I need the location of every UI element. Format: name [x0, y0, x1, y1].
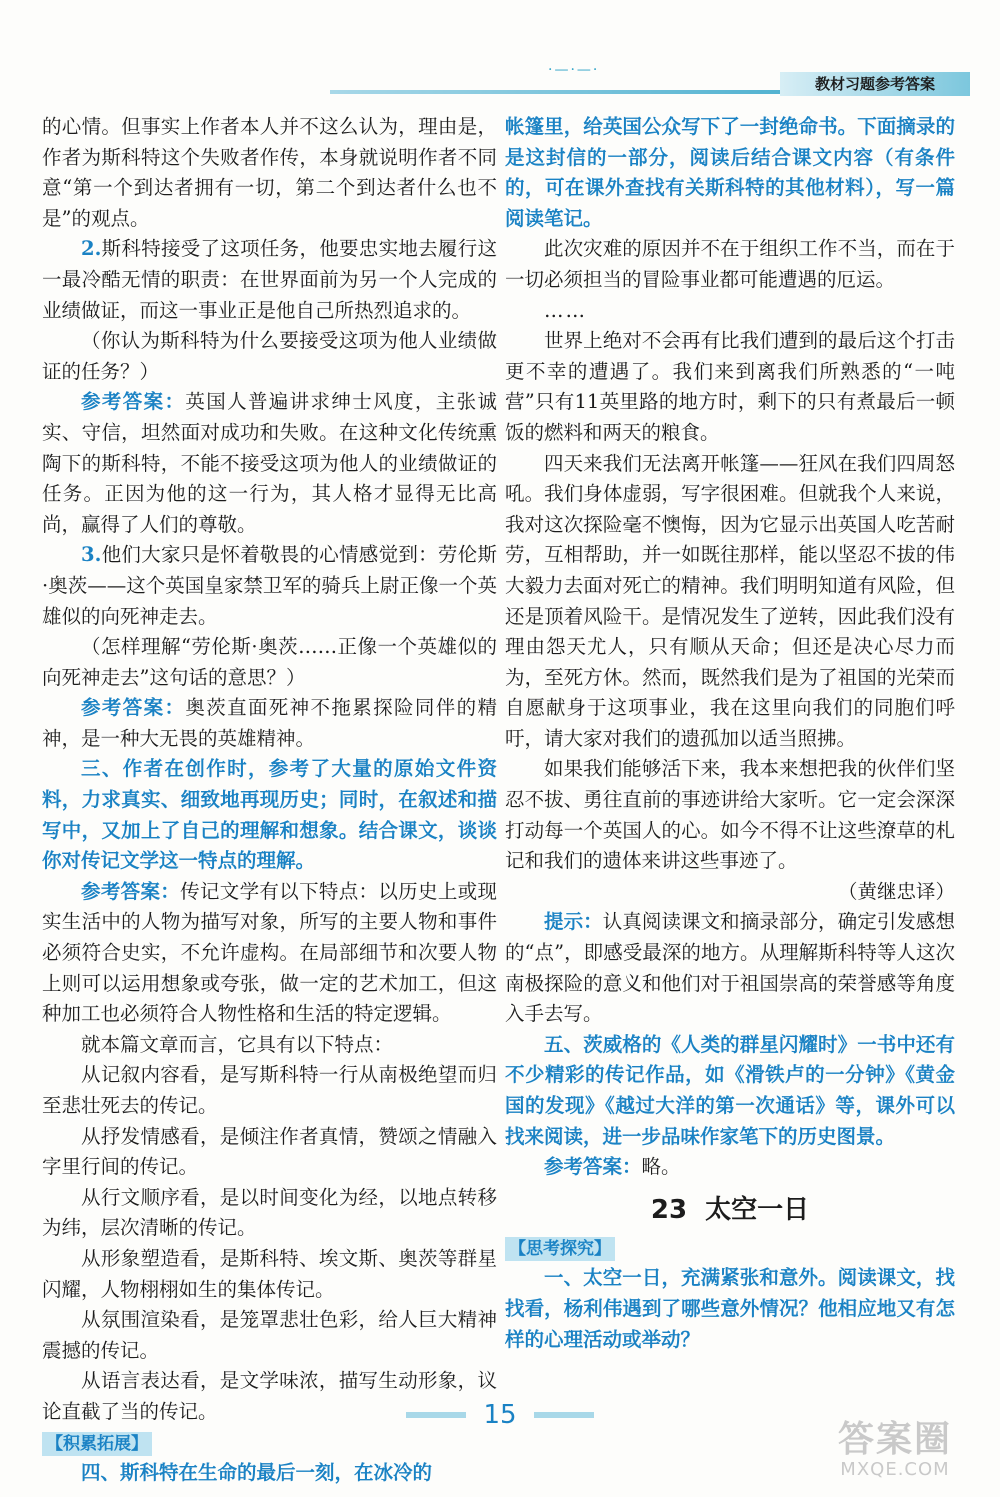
- question-3: [42, 540, 497, 632]
- feature-5: 从氛围渲染看，是笼罩悲壮色彩，给人巨大精神震撼的传记。: [42, 1308, 497, 1362]
- question-2-sub: （你认为斯科特为什么要接受这项为他人业绩做证的任务？）: [42, 329, 497, 383]
- question-three: 三、作者在创作时，参考了大量的原始文件资料，力求真实、细致地再现历史；同时，在叙述和描写中，又加上了自己的理解和想象。结合课文，谈谈你对传记文学这一特点的理解。: [42, 757, 497, 873]
- answer-five-text: 略。: [641, 1155, 681, 1179]
- left-p1: 的心情。但事实上作者本人并不这么认为，理由是，作者为斯科特这个失败者作传，本身就说明作者不同意“第一个到达者拥有一切，第二个到达者什么也不是”的观点。: [42, 115, 497, 230]
- hint-label: 提示：: [544, 910, 603, 934]
- answer-3-text: 奥茨直面死神不拖累探险同伴的精神，是一种大无畏的英雄精神。: [42, 696, 497, 750]
- left-column: [42, 112, 497, 1489]
- page-number: 15: [483, 1400, 517, 1430]
- hint-text: 认真阅读课文和摘录部分，确定引发感想的“点”，即感受最深的地方。从理解斯科特等人这次南极探险的意义和他们对于祖国崇高的荣誉感等角度入手去写。: [505, 910, 955, 1026]
- letter-p3: 四天来我们无法离开帐篷——狂风在我们四周怒吼。我们身体虚弱，写字很困难。但就我个人来说，我对这次探险毫不懊悔，因为它显示出英国人吃苦耐劳，互相帮助，并一如既往那样，能以坚忍不拔的伟大毅力去面对死亡的精神。我们明明知道有风险，但还是顶着风险干。是情况发生了逆转，因此我们没有理由怨天尤人，只有顺从天命；但还是决心尽力而为，至死方休。然而，既然我们是为了祖国的光荣而自愿献身于这项事业，我在这里向我们的同胞们呼吁，请大家对我们的遗孤加以适当照拂。: [505, 451, 955, 750]
- header-label: 教材习题参考答案: [780, 72, 970, 96]
- lesson-title: 太空一日: [705, 1194, 810, 1225]
- lesson-heading: [505, 1191, 955, 1229]
- answer-3: [42, 693, 497, 754]
- answer-label: 参考答案：: [81, 696, 186, 720]
- question-five: 五、茨威格的《人类的群星闪耀时》一书中还有不少精彩的传记作品，如《滑铁卢的一分钟》《黄金国的发现》《越过大洋的第一次通话》等，课外可以找来阅读，进一步品味作家笔下的历史图景。: [505, 1032, 955, 1148]
- hint: [505, 907, 955, 1029]
- question-four-cont: 帐篷里，给英国公众写下了一封绝命书。下面摘录的是这封信的一部分，阅读后结合课文内容（有条件的，可在课外查找有关斯科特的其他材料），写一篇阅读笔记。: [505, 115, 955, 230]
- answer-2-text: 英国人普遍讲求绅士风度，主张诚实、守信，坦然面对成功和失败。在这种文化传统熏陶下的斯科特，不能不接受这项为他人的业绩做证的任务。正因为他的这一行为，其人格才显得无比高尚，赢得了人们的尊敬。: [42, 390, 497, 536]
- section-accumulate: 【积累拓展】: [42, 1432, 152, 1456]
- question-2: [42, 234, 497, 326]
- features-intro: 就本篇文章而言，它具有以下特点：: [81, 1032, 394, 1056]
- question-3-text: 他们大家只是怀着敬畏的心情感觉到：劳伦斯·奥茨——这个英国皇家禁卫军的骑兵上尉正像一个英雄似的向死神走去。: [42, 543, 497, 628]
- watermark-url: MXQE.COM: [840, 1459, 950, 1480]
- letter-p4: 如果我们能够活下来，我本来想把我的伙伴们坚忍不拔、勇往直前的事迹讲给大家听。它一定会深深打动每一个英国人的心。如今不得不让这些潦草的札记和我们的遗体来讲这些事迹了。: [505, 757, 955, 873]
- question-3-num: 3.: [81, 543, 102, 567]
- feature-6: 从语言表达看，是文学味浓，描写生动形象，议论直截了当的传记。: [42, 1369, 497, 1423]
- footer-deco-right: [534, 1412, 594, 1418]
- letter-p1: 此次灾难的原因并不在于组织工作不当，而在于一切必须担当的冒险事业都可能遭遇的厄运。: [505, 237, 955, 291]
- question-3-sub: （怎样理解“劳伦斯·奥茨……正像一个英雄似的向死神走去”这句话的意思？）: [42, 635, 497, 689]
- footer-deco-left: [406, 1412, 466, 1418]
- answer-three: [42, 877, 497, 1030]
- question-one: 一、太空一日，充满紧张和意外。阅读课文，找找看，杨利伟遇到了哪些意外情况？他相应地又有怎样的心理活动或举动？: [505, 1266, 955, 1351]
- answer-three-text: 传记文学有以下特点：以历史上或现实生活中的人物为描写对象，所写的主要人物和事件必须符合史实，不允许虚构。在局部细节和次要人物上则可以运用想象或夸张，做一定的艺术加工，但这种加工也必须符合人物性格和生活的特定逻辑。: [42, 879, 497, 1026]
- question-2-text: 斯科特接受了这项任务，他要忠实地去履行这一最冷酷无情的职责：在世界面前为另一个人完成的业绩做证，而这一事业正是他自己所热烈追求的。: [42, 237, 497, 322]
- feature-4: 从形象塑造看，是斯科特、埃文斯、奥茨等群星闪耀，人物栩栩如生的集体传记。: [42, 1246, 497, 1301]
- feature-1: 从记叙内容看，是写斯科特一行从南极绝望而归至悲壮死去的传记。: [42, 1063, 497, 1117]
- answer-label: 参考答案：: [81, 390, 186, 414]
- letter-p2: 世界上绝对不会再有比我们遭到的最后这个打击更不幸的遭遇了。我们来到离我们所熟悉的“一吨营”只有11英里路的地方时，剩下的只有煮最后一顿饭的燃料和两天的粮食。: [505, 329, 955, 444]
- question-four-start: 四、斯科特在生命的最后一刻，在冰冷的: [81, 1461, 433, 1485]
- section-think: 【思考探究】: [505, 1237, 615, 1261]
- answer-label: 参考答案：: [544, 1155, 642, 1179]
- question-2-num: 2.: [81, 237, 102, 261]
- letter-ellipsis: ……: [544, 298, 587, 322]
- translator-credit: （黄继忠译）: [837, 879, 955, 903]
- header-dots: ·—·—·: [548, 62, 600, 78]
- watermark-logo-text: 答案圈: [837, 1419, 952, 1460]
- watermark: [805, 1420, 985, 1482]
- feature-3: 从行文顺序看，是以时间变化为经，以地点转移为纬，层次清晰的传记。: [42, 1185, 497, 1240]
- lesson-number: 23: [650, 1194, 688, 1225]
- answer-five: [505, 1152, 955, 1183]
- feature-2: 从抒发情感看，是倾注作者真情，赞颂之情融入字里行间的传记。: [42, 1124, 497, 1179]
- right-column: [505, 112, 955, 1355]
- answer-2: [42, 387, 497, 540]
- answer-label: 参考答案：: [81, 879, 181, 903]
